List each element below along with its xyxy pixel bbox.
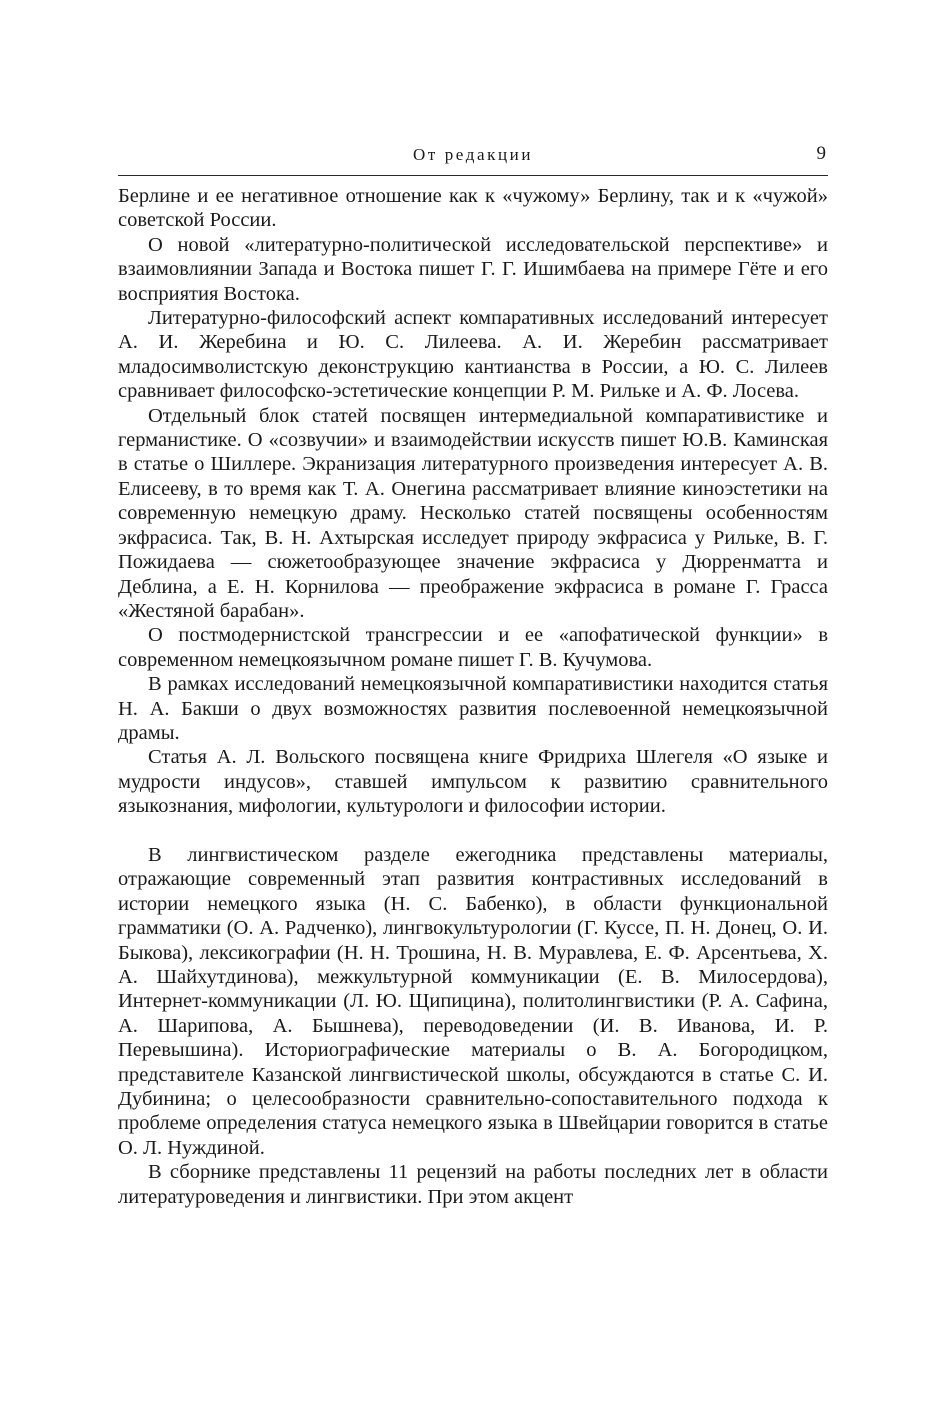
running-head — [118, 141, 828, 176]
paragraph: Статья А. Л. Вольского посвящена книге Фридриха Шлегеля «О языке и мудрости индусов», ставшей импульсом к развитию сравнительного языкознания, мифологии, культурологи и философии истории. — [118, 746, 828, 818]
paragraph: В сборнике представлены 11 рецензий на работы последних лет в области литературоведения и лингвистики. При этом акцент — [118, 1161, 828, 1208]
running-title: От редакции — [412, 145, 534, 164]
page-number: 9 — [816, 143, 826, 164]
paragraph: Отдельный блок статей посвящен интермедиальной компаративистике и германистике. О «созвучии» и взаимодействии искусств пишет Ю.В. Каминская в статье о Шиллере. Экранизация литературного произведения интересует А. В. Елисееву, в то время как Т. А. Онегина рассматривает влияние киноэстетики на современную немецкую драму. Несколько статей посвящены особенностям экфрасиса. Так, В. Н. Ахтырская исследует природу экфрасиса у Рильке, В. Г. Пожидаева — сюжетообразующее значение экфрасиса у Дюрренматта и Деблина, а Е. Н. Корнилова — преображение экфрасиса в романе Г. Грасса «Жестяной барабан». — [118, 404, 828, 622]
text-body — [118, 184, 828, 1209]
paragraph-continuation: Берлине и ее негативное отношение как к «чужому» Берлину, так и к «чужой» советской России. — [118, 185, 828, 232]
paragraph: В рамках исследований немецкоязычной компаративистики находится статья Н. А. Бакши о двух возможностях развития послевоенной немецкоязычной драмы. — [118, 673, 828, 744]
section-break — [118, 819, 828, 843]
paragraph: О новой «литературно-политической исследовательской перспективе» и взаимовлиянии Запада и Востока пишет Г. Г. Ишимбаева на примере Гёте и его восприятия Востока. — [118, 233, 828, 305]
paragraph: Литературно-философский аспект компаративных исследований интересует А. И. Жеребина и Ю. С. Лилеева. А. И. Жеребин рассматривает младосимволистскую деконструкцию кантианства в России, а Ю. С. Лилеев сравнивает философско-эстетические концепции Р. М. Рильке и А. Ф. Лосева. — [118, 307, 828, 403]
paragraph: О постмодернистской трансгрессии и ее «апофатической функции» в современном немецкоязычном романе пишет Г. В. Кучумова. — [118, 624, 828, 671]
paragraph: В лингвистическом разделе ежегодника представлены материалы, отражающие современный этап развития контрастивных исследований в истории немецкого языка (Н. С. Бабенко), в области функциональной грамматики (О. А. Радченко), лингвокультурологии (Г. Куссе, П. Н. Донец, О. И. Быкова), лексикографии (Н. Н. Трошина, Н. В. Муравлева, Е. Ф. Арсентьева, Х. А. Шайхутдинова), межкультурной коммуникации (Е. В. Милосердова), Интернет-коммуникации (Л. Ю. Щипицина), политолингвистики (Р. А. Сафина, А. Шарипова, А. Бышнева), переводоведении (И. В. Иванова, И. Р. Перевышина). Историографические материалы о В. А. Богородицком, представителе Казанской лингвистической школы, обсуждаются в статье С. И. Дубинина; о целесообразности сравнительно-сопоставительного подхода к проблеме определения статуса немецкого языка в Швейцарии говорится в статье О. Л. Нуждиной. — [118, 843, 828, 1159]
